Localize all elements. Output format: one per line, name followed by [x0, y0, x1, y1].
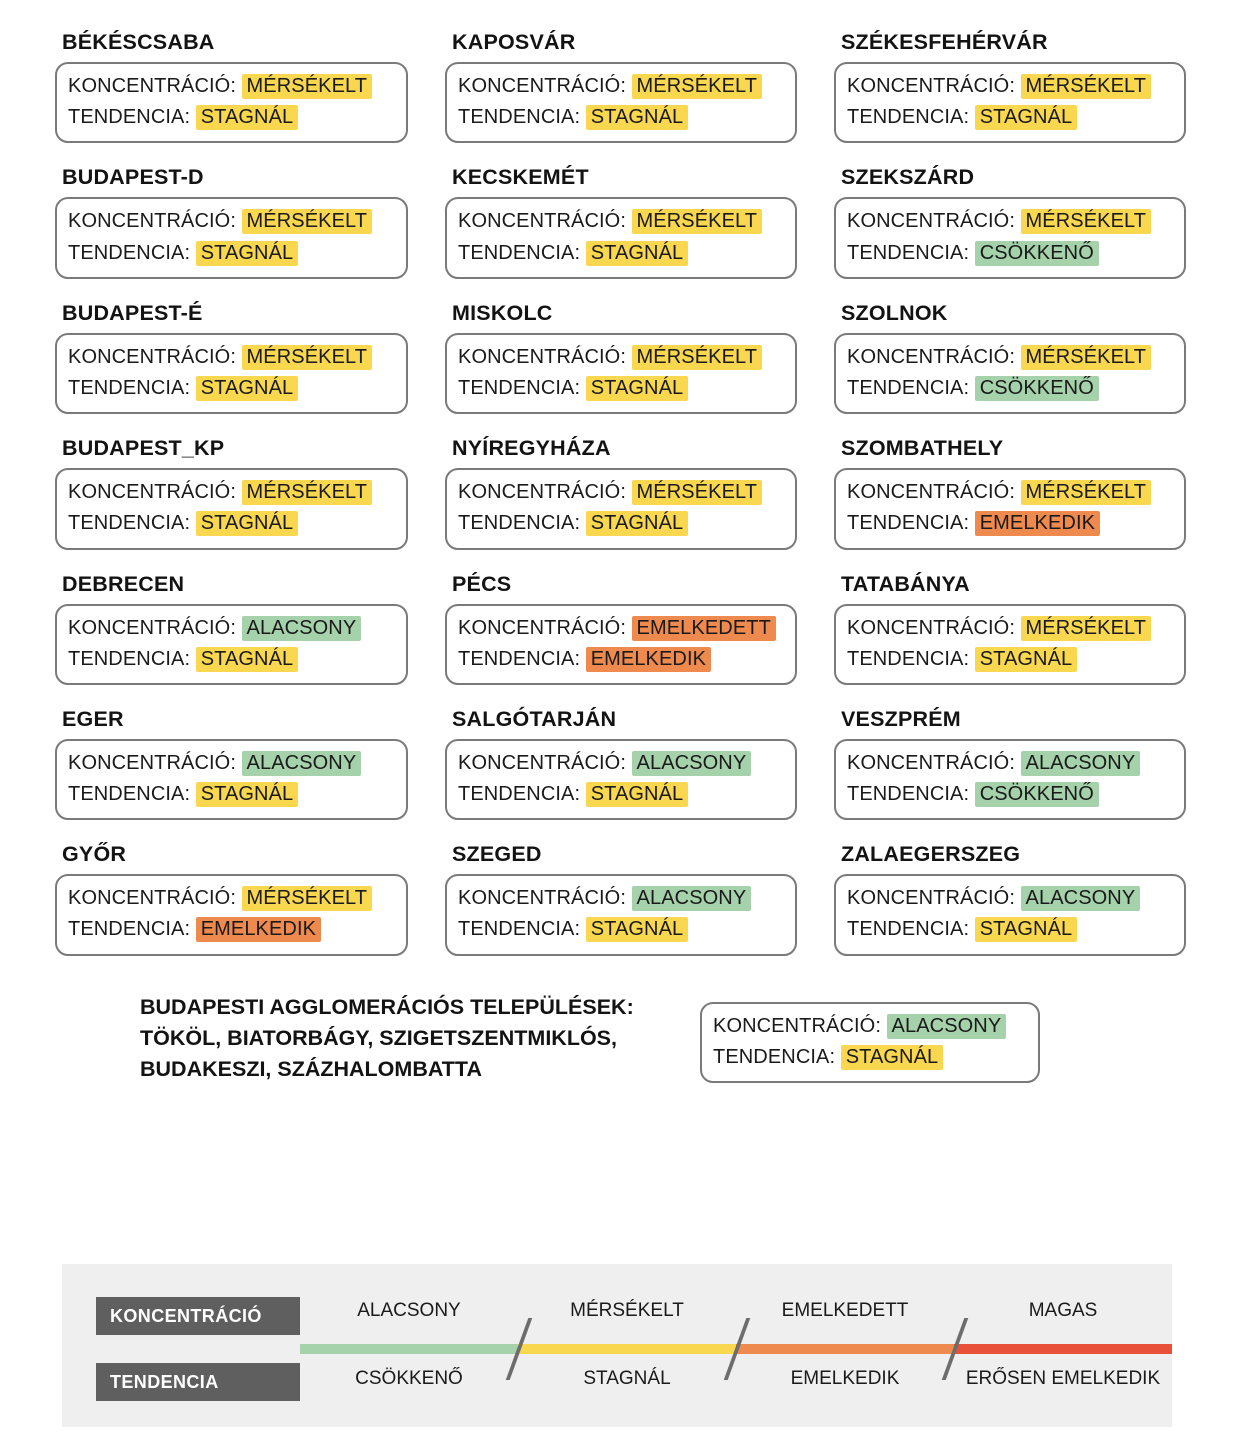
tendency-row — [68, 375, 395, 402]
city-name: MISKOLC — [452, 300, 553, 325]
legend-tendency-tag: TENDENCIA — [96, 1363, 300, 1401]
legend-tendency-steps — [300, 1368, 1172, 1390]
concentration-row — [847, 208, 1173, 235]
tendency-value: CSÖKKENŐ — [975, 241, 1099, 266]
concentration-row — [847, 885, 1173, 912]
tendency-label: TENDENCIA: — [68, 918, 191, 941]
tendency-label: TENDENCIA: — [68, 376, 191, 399]
legend-concentration-step: ALACSONY — [357, 1300, 461, 1321]
status-box — [700, 1002, 1040, 1083]
concentration-value: MÉRSÉKELT — [632, 345, 763, 370]
city-card — [445, 436, 797, 549]
tendency-value: STAGNÁL — [975, 647, 1078, 672]
tendency-row — [458, 781, 784, 808]
tendency-value: STAGNÁL — [196, 376, 299, 401]
city-card — [834, 436, 1186, 549]
tendency-label: TENDENCIA: — [847, 783, 970, 806]
concentration-row — [458, 208, 784, 235]
concentration-label: KONCENTRÁCIÓ: — [847, 345, 1015, 368]
tendency-row — [458, 510, 784, 537]
city-name: SZÉKESFEHÉRVÁR — [841, 30, 1048, 54]
legend-concentration-step: MAGAS — [1028, 1300, 1098, 1321]
concentration-row — [713, 1013, 1027, 1040]
agglomeration-card — [700, 1002, 1040, 1083]
concentration-row — [847, 73, 1173, 100]
concentration-row — [458, 73, 784, 100]
concentration-value: MÉRSÉKELT — [242, 209, 373, 234]
status-box — [445, 468, 797, 549]
city-name: KAPOSVÁR — [452, 30, 576, 54]
tendency-value: EMELKEDIK — [586, 647, 711, 672]
status-box — [834, 874, 1186, 955]
concentration-label: KONCENTRÁCIÓ: — [713, 1014, 881, 1037]
concentration-value: ALACSONY — [1021, 751, 1141, 776]
concentration-row — [68, 73, 395, 100]
city-name: EGER — [62, 706, 124, 731]
legend-concentration-step: MÉRSÉKELT — [570, 1300, 684, 1321]
tendency-value: CSÖKKENŐ — [975, 782, 1099, 807]
legend-concentration-tag: KONCENTRÁCIÓ — [96, 1297, 300, 1335]
concentration-row — [68, 750, 395, 777]
tendency-row — [847, 781, 1173, 808]
city-card — [445, 707, 797, 820]
legend-tendency-step: EMELKEDIK — [790, 1368, 900, 1389]
concentration-value: MÉRSÉKELT — [632, 480, 763, 505]
tendency-value: CSÖKKENŐ — [975, 376, 1099, 401]
concentration-value: MÉRSÉKELT — [242, 480, 373, 505]
legend — [62, 1264, 1172, 1427]
tendency-label: TENDENCIA: — [458, 647, 581, 670]
tendency-row — [68, 781, 395, 808]
agglomeration-line-2: TÖKÖL, BIATORBÁGY, SZIGETSZENTMIKLÓS, — [140, 1025, 617, 1050]
tendency-row — [847, 375, 1173, 402]
city-card — [55, 842, 408, 955]
concentration-label: KONCENTRÁCIÓ: — [68, 887, 236, 910]
city-card — [834, 301, 1186, 414]
legend-tendency-step: ERŐSEN EMELKEDIK — [965, 1368, 1161, 1389]
concentration-label: KONCENTRÁCIÓ: — [68, 345, 236, 368]
city-card — [834, 30, 1186, 143]
tendency-row — [713, 1044, 1027, 1071]
status-box — [55, 604, 408, 685]
concentration-label: KONCENTRÁCIÓ: — [847, 75, 1015, 97]
tendency-value: STAGNÁL — [196, 241, 299, 266]
city-card — [445, 301, 797, 414]
city-name: BÉKÉSCSABA — [62, 30, 215, 54]
tendency-label: TENDENCIA: — [68, 512, 191, 535]
legend-tendency-step: STAGNÁL — [583, 1368, 671, 1389]
city-name: DEBRECEN — [62, 571, 185, 596]
concentration-value: MÉRSÉKELT — [1021, 480, 1152, 505]
concentration-label: KONCENTRÁCIÓ: — [458, 345, 626, 368]
status-box — [834, 604, 1186, 685]
status-box — [55, 333, 408, 414]
concentration-value: MÉRSÉKELT — [632, 209, 763, 234]
status-box — [55, 62, 408, 143]
city-card — [55, 30, 408, 143]
tendency-label: TENDENCIA: — [458, 783, 581, 806]
status-box — [834, 62, 1186, 143]
tendency-row — [458, 375, 784, 402]
tendency-value: STAGNÁL — [586, 105, 689, 130]
city-name: SALGÓTARJÁN — [452, 706, 617, 731]
city-name: TATABÁNYA — [841, 571, 970, 596]
tendency-value: STAGNÁL — [196, 782, 299, 807]
concentration-label: KONCENTRÁCIÓ: — [847, 616, 1015, 639]
concentration-value: MÉRSÉKELT — [1021, 616, 1152, 641]
status-box — [445, 62, 797, 143]
status-box — [834, 468, 1186, 549]
concentration-value: MÉRSÉKELT — [632, 74, 763, 99]
concentration-label: KONCENTRÁCIÓ: — [847, 751, 1015, 774]
status-box — [55, 874, 408, 955]
concentration-value: EMELKEDETT — [632, 616, 776, 641]
city-card — [834, 707, 1186, 820]
status-box — [445, 739, 797, 820]
concentration-row — [847, 479, 1173, 506]
city-card — [834, 842, 1186, 955]
city-name: SZEKSZÁRD — [841, 165, 975, 190]
status-box — [55, 197, 408, 278]
concentration-value: MÉRSÉKELT — [242, 886, 373, 911]
concentration-value: MÉRSÉKELT — [242, 74, 373, 99]
city-name: BUDAPEST-É — [62, 300, 203, 325]
city-name: SZEGED — [452, 842, 542, 867]
concentration-row — [847, 615, 1173, 642]
tendency-row — [847, 646, 1173, 673]
concentration-label: KONCENTRÁCIÓ: — [68, 616, 236, 639]
concentration-value: ALACSONY — [242, 751, 362, 776]
tendency-row — [68, 916, 395, 943]
city-card-grid — [55, 30, 1186, 978]
legend-swatch-emelkedett — [736, 1344, 954, 1354]
agglomeration-line-3: BUDAKESZI, SZÁZHALOMBATTA — [140, 1056, 482, 1081]
tendency-row — [458, 240, 784, 267]
agglomeration-block — [55, 992, 1186, 1086]
concentration-row — [68, 479, 395, 506]
city-card — [55, 301, 408, 414]
tendency-label: TENDENCIA: — [847, 918, 970, 941]
tendency-value: STAGNÁL — [196, 105, 299, 130]
tendency-row — [847, 240, 1173, 267]
status-box — [55, 739, 408, 820]
tendency-value: STAGNÁL — [841, 1045, 944, 1070]
tendency-row — [847, 104, 1173, 131]
city-card — [445, 572, 797, 685]
concentration-value: ALACSONY — [632, 886, 752, 911]
status-box — [445, 604, 797, 685]
tendency-label: TENDENCIA: — [458, 918, 581, 941]
concentration-label: KONCENTRÁCIÓ: — [458, 616, 626, 639]
concentration-label: KONCENTRÁCIÓ: — [458, 481, 626, 504]
concentration-label: KONCENTRÁCIÓ: — [68, 75, 236, 97]
concentration-label: KONCENTRÁCIÓ: — [68, 210, 236, 233]
concentration-label: KONCENTRÁCIÓ: — [847, 210, 1015, 233]
tendency-label: TENDENCIA: — [458, 376, 581, 399]
status-box — [445, 874, 797, 955]
concentration-label: KONCENTRÁCIÓ: — [458, 75, 626, 97]
tendency-label: TENDENCIA: — [713, 1045, 836, 1068]
tendency-label: TENDENCIA: — [68, 783, 191, 806]
status-box — [445, 333, 797, 414]
status-box — [834, 739, 1186, 820]
city-card — [834, 572, 1186, 685]
city-name: GYŐR — [62, 842, 127, 867]
tendency-label: TENDENCIA: — [458, 241, 581, 264]
tendency-row — [68, 646, 395, 673]
legend-swatch-mersekelt — [518, 1344, 736, 1354]
tendency-value: EMELKEDIK — [975, 511, 1100, 536]
concentration-value: MÉRSÉKELT — [1021, 345, 1152, 370]
tendency-label: TENDENCIA: — [847, 647, 970, 670]
concentration-label: KONCENTRÁCIÓ: — [458, 887, 626, 910]
tendency-value: STAGNÁL — [586, 511, 689, 536]
concentration-row — [68, 615, 395, 642]
agglomeration-title — [140, 992, 700, 1086]
concentration-row — [68, 885, 395, 912]
concentration-label: KONCENTRÁCIÓ: — [847, 887, 1015, 910]
tendency-value: EMELKEDIK — [196, 917, 321, 942]
city-card — [55, 165, 408, 278]
city-card — [834, 165, 1186, 278]
status-box — [834, 333, 1186, 414]
city-name: VESZPRÉM — [841, 706, 961, 731]
tendency-value: STAGNÁL — [586, 782, 689, 807]
tendency-label: TENDENCIA: — [847, 241, 970, 264]
city-name: PÉCS — [452, 571, 512, 596]
city-card — [445, 30, 797, 143]
tendency-row — [68, 240, 395, 267]
city-card — [55, 572, 408, 685]
city-name: NYÍREGYHÁZA — [452, 436, 611, 461]
agglomeration-line-1: BUDAPESTI AGGLOMERÁCIÓS TELEPÜLÉSEK: — [140, 994, 634, 1019]
concentration-value: ALACSONY — [632, 751, 752, 776]
tendency-value: STAGNÁL — [975, 917, 1078, 942]
tendency-row — [458, 646, 784, 673]
concentration-value: MÉRSÉKELT — [1021, 209, 1152, 234]
tendency-label: TENDENCIA: — [847, 512, 970, 535]
tendency-label: TENDENCIA: — [847, 376, 970, 399]
concentration-label: KONCENTRÁCIÓ: — [68, 751, 236, 774]
city-name: KECSKEMÉT — [452, 165, 589, 190]
city-name: SZOMBATHELY — [841, 436, 1004, 461]
tendency-row — [847, 916, 1173, 943]
tendency-value: STAGNÁL — [586, 376, 689, 401]
legend-concentration-steps — [300, 1300, 1172, 1322]
tendency-label: TENDENCIA: — [458, 512, 581, 535]
concentration-value: MÉRSÉKELT — [242, 345, 373, 370]
legend-swatch-alacsony — [300, 1344, 518, 1354]
concentration-label: KONCENTRÁCIÓ: — [458, 210, 626, 233]
tendency-label: TENDENCIA: — [68, 647, 191, 670]
tendency-value: STAGNÁL — [586, 917, 689, 942]
concentration-row — [847, 344, 1173, 371]
city-card — [55, 436, 408, 549]
tendency-label: TENDENCIA: — [847, 106, 970, 129]
concentration-label: KONCENTRÁCIÓ: — [458, 751, 626, 774]
tendency-label: TENDENCIA: — [458, 106, 581, 129]
city-name: ZALAEGERSZEG — [841, 842, 1021, 867]
concentration-value: ALACSONY — [887, 1014, 1007, 1039]
concentration-row — [847, 750, 1173, 777]
tendency-row — [458, 104, 784, 131]
city-name: BUDAPEST-D — [62, 165, 204, 190]
tendency-value: STAGNÁL — [196, 647, 299, 672]
concentration-row — [458, 885, 784, 912]
concentration-row — [458, 344, 784, 371]
city-name: BUDAPEST_KP — [62, 436, 225, 461]
concentration-row — [458, 750, 784, 777]
status-box — [834, 197, 1186, 278]
tendency-row — [68, 510, 395, 537]
city-card — [445, 842, 797, 955]
city-card — [445, 165, 797, 278]
tendency-value: STAGNÁL — [975, 105, 1078, 130]
status-box — [445, 197, 797, 278]
legend-tendency-step: CSÖKKENŐ — [355, 1368, 463, 1389]
legend-swatch-magas — [954, 1344, 1172, 1354]
concentration-row — [68, 344, 395, 371]
tendency-value: STAGNÁL — [196, 511, 299, 536]
tendency-row — [68, 104, 395, 131]
concentration-value: ALACSONY — [1021, 886, 1141, 911]
concentration-row — [458, 479, 784, 506]
legend-concentration-step: EMELKEDETT — [781, 1300, 909, 1321]
concentration-row — [458, 615, 784, 642]
concentration-value: MÉRSÉKELT — [1021, 74, 1152, 99]
status-box — [55, 468, 408, 549]
tendency-label: TENDENCIA: — [68, 106, 191, 129]
tendency-row — [458, 916, 784, 943]
concentration-label: KONCENTRÁCIÓ: — [847, 481, 1015, 504]
tendency-value: STAGNÁL — [586, 241, 689, 266]
concentration-value: ALACSONY — [242, 616, 362, 641]
tendency-label: TENDENCIA: — [68, 241, 191, 264]
city-card — [55, 707, 408, 820]
concentration-label: KONCENTRÁCIÓ: — [68, 481, 236, 504]
tendency-row — [847, 510, 1173, 537]
concentration-row — [68, 208, 395, 235]
city-name: SZOLNOK — [841, 300, 948, 325]
